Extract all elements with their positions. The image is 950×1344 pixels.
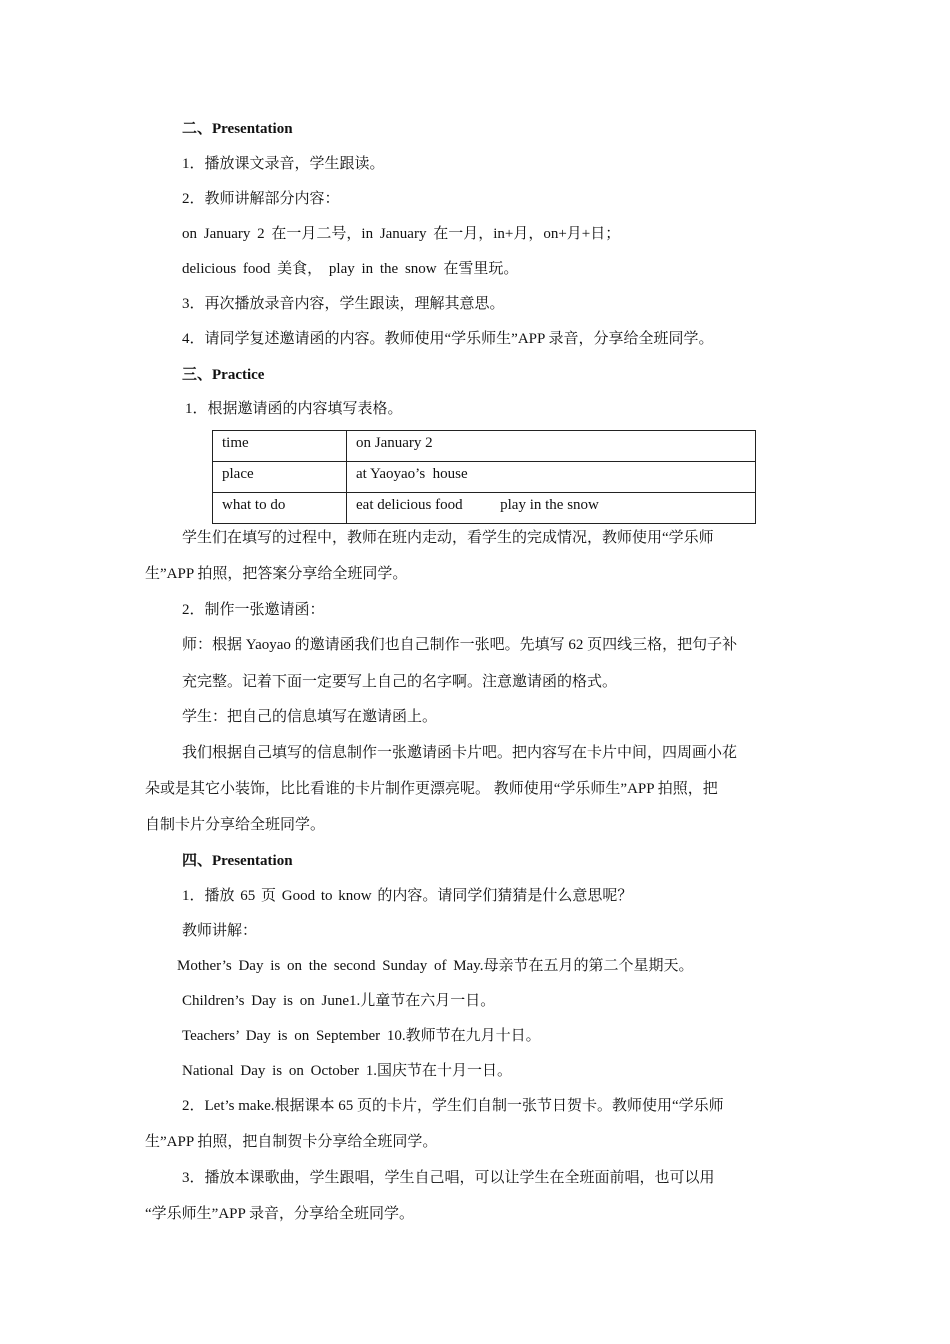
paragraph-card-line3: 自制卡片分享给全班同学。 — [145, 817, 326, 833]
paragraph-lets-make-line1: 2．Let’s make.根据课本 65 页的卡片，学生们自制一张节日贺卡。教师使用“学乐师 — [182, 1098, 724, 1114]
table-row — [213, 462, 756, 493]
step-make-invitation: 2．制作一张邀请函： — [182, 602, 325, 618]
vocab-line-dates: on January 2 在一月二号，in January 在一月，in+月，on+月+日； — [182, 226, 621, 242]
step-retell-invitation: 4．请同学复述邀请函的内容。教师使用“学乐师生”APP 录音，分享给全班同学。 — [182, 331, 714, 347]
student-action: 学生：把自己的信息填写在邀请函上。 — [182, 709, 438, 725]
paragraph-card-line1: 我们根据自己填写的信息制作一张邀请函卡片吧。把内容写在卡片中间，四周画小花 — [182, 745, 738, 761]
step-teacher-explains: 2．教师讲解部分内容： — [182, 191, 340, 207]
table-cell-value: eat delicious food play in the snow — [347, 493, 756, 524]
invitation-info-table — [212, 430, 756, 524]
holiday-childrens-day: Children’s Day is on June1.儿童节在六月一日。 — [182, 993, 496, 1009]
step-replay-recording: 3．再次播放录音内容，学生跟读，理解其意思。 — [182, 296, 505, 312]
holiday-national-day: National Day is on October 1.国庆节在十月一日。 — [182, 1063, 512, 1079]
teacher-explains-label: 教师讲解： — [182, 923, 258, 939]
vocab-line-food-snow: delicious food 美食， play in the snow 在雪里玩。 — [182, 261, 519, 277]
paragraph-song-line1: 3．播放本课歌曲，学生跟唱，学生自己唱，可以让学生在全班面前唱，也可以用 — [182, 1170, 715, 1186]
paragraph-song-line2: “学乐师生”APP 录音，分享给全班同学。 — [145, 1206, 415, 1222]
section-heading-presentation-2: 四、Presentation — [182, 853, 293, 869]
table-cell-value: on January 2 — [347, 431, 756, 462]
table-row — [213, 493, 756, 524]
teacher-instruction-line1: 师：根据 Yaoyao 的邀请函我们也自己制作一张吧。先填写 62 页四线三格，把句子补 — [182, 637, 738, 653]
section-heading-practice: 三、Practice — [182, 367, 265, 383]
table-cell-label: what to do — [213, 493, 347, 524]
step-fill-table: 1．根据邀请函的内容填写表格。 — [185, 401, 403, 417]
paragraph-filling-line1: 学生们在填写的过程中，教师在班内走动，看学生的完成情况，教师使用“学乐师 — [182, 530, 714, 546]
section-heading-presentation: 二、Presentation — [182, 121, 293, 137]
table-row — [213, 431, 756, 462]
holiday-mothers-day: Mother’s Day is on the second Sunday of May.母亲节在五月的第二个星期天。 — [177, 958, 694, 974]
table-cell-value: at Yaoyao’s house — [347, 462, 756, 493]
holiday-teachers-day: Teachers’ Day is on September 10.教师节在九月十日。 — [182, 1028, 541, 1044]
paragraph-lets-make-line2: 生”APP 拍照，把自制贺卡分享给全班同学。 — [145, 1134, 438, 1150]
table-cell-label: time — [213, 431, 347, 462]
paragraph-filling-line2: 生”APP 拍照，把答案分享给全班同学。 — [145, 566, 408, 582]
step-play-recording: 1．播放课文录音，学生跟读。 — [182, 156, 385, 172]
step-good-to-know: 1．播放 65 页 Good to know 的内容。请同学们猜猜是什么意思呢？ — [182, 888, 633, 904]
paragraph-card-line2: 朵或是其它小装饰，比比看谁的卡片制作更漂亮呢。 教师使用“学乐师生”APP 拍照，把 — [145, 781, 718, 797]
teacher-instruction-line2: 充完整。记着下面一定要写上自己的名字啊。注意邀请函的格式。 — [182, 674, 618, 690]
table-cell-label: place — [213, 462, 347, 493]
